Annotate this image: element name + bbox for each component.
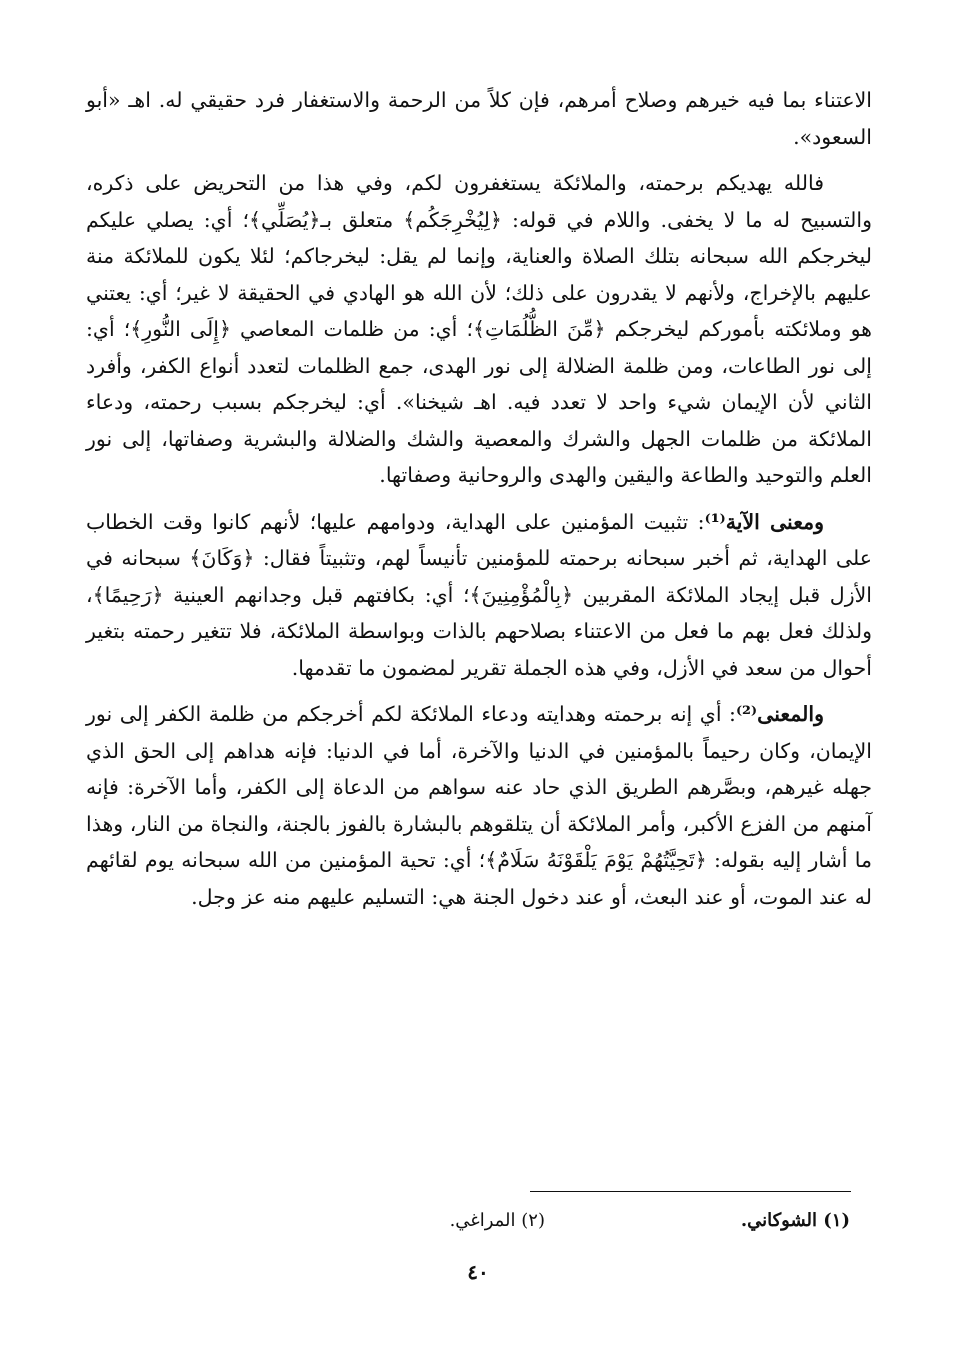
paragraph-4	[86, 696, 872, 915]
footnote-separator	[530, 1191, 851, 1192]
paragraph-3-text: : تثبيت المؤمنين على الهداية، ودوامهم عليها؛ لأنهم كانوا وقت الخطاب على الهداية، ثم أخبر سبحانه برحمته للمؤمنين تأنيساً لهم، وتثبيتاً فقال: ﴿وَكَانَ﴾ سبحانه في الأزل قبل إيجاد الملائكة المقربين ﴿بِالْمُؤْمِنِينَ﴾؛ أي: بكافتهم قبل وجدانهم العينية ﴿رَحِيمًا﴾، ولذلك فعل بهم ما فعل من الاعتناء بصلاحهم بالذات وبواسطة الملائكة، فلا تتغير رحمته بتغير أحوال من سعد في الأزل، وفي هذه الجملة تقرير لمضمون ما تقدمها.	[86, 509, 872, 680]
footnotes	[290, 1210, 850, 1238]
paragraph-1-text: الاعتناء بما فيه خيرهم وصلاح أمرهم، فإن كلاً من الرحمة والاستغفار فرد حقيقي له. اهـ «أبو السعود».	[86, 88, 872, 149]
paragraph-3-lead: ومعنى الآية⁽¹⁾	[704, 509, 824, 534]
paragraph-4-lead: والمعنى⁽²⁾	[735, 702, 824, 726]
page-number: ٤٠	[467, 1260, 489, 1284]
paragraph-2-text: فالله يهديكم برحمته، والملائكة يستغفرون لكم، وفي هذا من التحريض على ذكره، والتسبيح له ما لا يخفى. واللام في قوله: ﴿لِيُخْرِجَكُم﴾ متعلق بـ﴿يُصَلِّي﴾؛ أي: يصلي عليكم ليخرجكم الله سبحانه بتلك الصلاة والعناية، وإنما لم يقل: ليخرجاكم؛ لئلا يكون للملائكة منة عليهم بالإخراج، ولأنهم لا يقدرون على ذلك؛ لأن الله هو الهادي في الحقيقة لا غير؛ أي: يعتني هو وملائكته بأموركم ليخرجكم ﴿مِّنَ الظُّلُمَاتِ﴾؛ أي: من ظلمات المعاصي ﴿إِلَى النُّورِ﴾؛ أي: إلى نور الطاعات، ومن ظلمة الضلالة إلى نور الهدى، جمع الظلمات لتعدد أنواع الكفر، وأفرد الثاني لأن الإيمان شيء واحد لا تعدد فيه. اهـ شيخنا». أي: ليخرجكم بسبب رحمته، ودعاء الملائكة من ظلمات الجهل والشرك والمعصية والشك والضلالة والبشرية وصفاتها، إلى نور العلم والتوحيد والطاعة واليقين والهدى والروحانية وصفاتها.	[86, 171, 872, 487]
footnote-2: (٢) المراغي.	[449, 1210, 545, 1231]
paragraph-1	[86, 82, 872, 155]
footnote-1: (١) الشوكاني.	[740, 1210, 850, 1231]
paragraph-4-text: : أي إنه برحمته وهدايته ودعاء الملائكة لكم أخرجكم من ظلمة الكفر إلى نور الإيمان، وكان رحيماً بالمؤمنين في الدنيا والآخرة، أما في الدنيا: فإنه هداهم إلى الحق الذي جهله غيرهم، وبصَّرهم الطريق الذي حاد عنه سواهم من الدعاة إلى الكفر، وأما الآخرة: فإنه آمنهم من الفزع الأكبر، وأمر الملائكة أن يتلقوهم بالبشارة بالفوز بالجنة، والنجاة من النار، وهذا ما أشار إليه بقوله: ﴿تَحِيَّتُهُمْ يَوْمَ يَلْقَوْنَهُ سَلَامٌ﴾؛ أي: تحية المؤمنين من الله سبحانه يوم لقائهم له عند الموت، أو عند البعث، أو عند دخول الجنة هي: التسليم عليهم منه عز وجل.	[86, 702, 872, 909]
paragraph-3	[86, 504, 872, 687]
paragraph-2	[86, 165, 872, 494]
page-body	[86, 82, 872, 915]
